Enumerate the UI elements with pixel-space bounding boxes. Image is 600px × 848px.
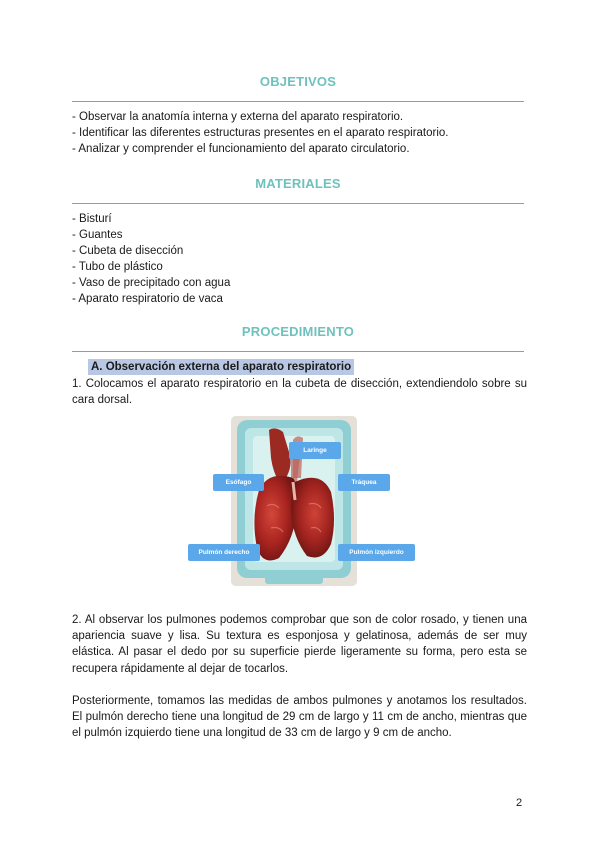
paragraph-measurements: Posteriormente, tomamos las medidas de ambos pulmones y anotamos los resultados. El pulmón derecho tiene una longitud de 29 cm de largo y 11 cm de ancho, mientras que el pulmón izquierdo tiene una longitud de 33 cm de largo y 9 cm de ancho.	[72, 695, 527, 740]
materiales-divider	[72, 203, 524, 204]
material-item-2: - Guantes	[72, 229, 123, 241]
objetivos-heading: OBJETIVOS	[259, 74, 337, 89]
material-item-3: - Cubeta de disección	[72, 245, 184, 257]
label-traquea: Tráquea	[338, 474, 390, 491]
material-item-5: - Vaso de precipitado con agua	[72, 277, 231, 289]
procedimiento-divider	[72, 351, 524, 352]
procedimiento-heading: PROCEDIMIENTO	[241, 324, 355, 339]
objetivos-divider	[72, 101, 524, 102]
objetivo-item-3: - Analizar y comprender el funcionamiento del aparato circulatorio.	[72, 143, 410, 155]
materiales-heading: MATERIALES	[255, 176, 341, 191]
label-esofago: Esófago	[213, 474, 264, 491]
objetivo-item-2: - Identificar las diferentes estructuras presentes en el aparato respiratorio.	[72, 127, 449, 139]
page-number: 2	[516, 797, 523, 809]
material-item-4: - Tubo de plástico	[72, 261, 163, 273]
lung-figure	[188, 416, 433, 594]
step-1-text: 1. Colocamos el aparato respiratorio en la cubeta de disección, extendiendolo sobre su cara dorsal.	[72, 378, 527, 407]
material-item-1: - Bisturí	[72, 213, 112, 225]
material-item-6: - Aparato respiratorio de vaca	[72, 293, 223, 305]
subheading-observacion-externa: A. Observación externa del aparato respiratorio	[88, 359, 354, 375]
label-pulmon-derecho: Pulmón derecho	[188, 544, 260, 561]
step-2-text: 2. Al observar los pulmones podemos comprobar que son de color rosado, y tienen una apariencia suave y lisa. Su textura es esponjosa y gelatinosa, además de ser muy elástica. Al pasar el dedo por su superficie pierde ligeramente su forma, pero esta se recupera rápidamente al dejar de tocarlos.	[72, 614, 527, 675]
label-laringe: Laringe	[289, 442, 341, 459]
label-pulmon-izquierdo: Pulmón izquierdo	[338, 544, 415, 561]
objetivo-item-1: - Observar la anatomía interna y externa del aparato respiratorio.	[72, 111, 404, 123]
